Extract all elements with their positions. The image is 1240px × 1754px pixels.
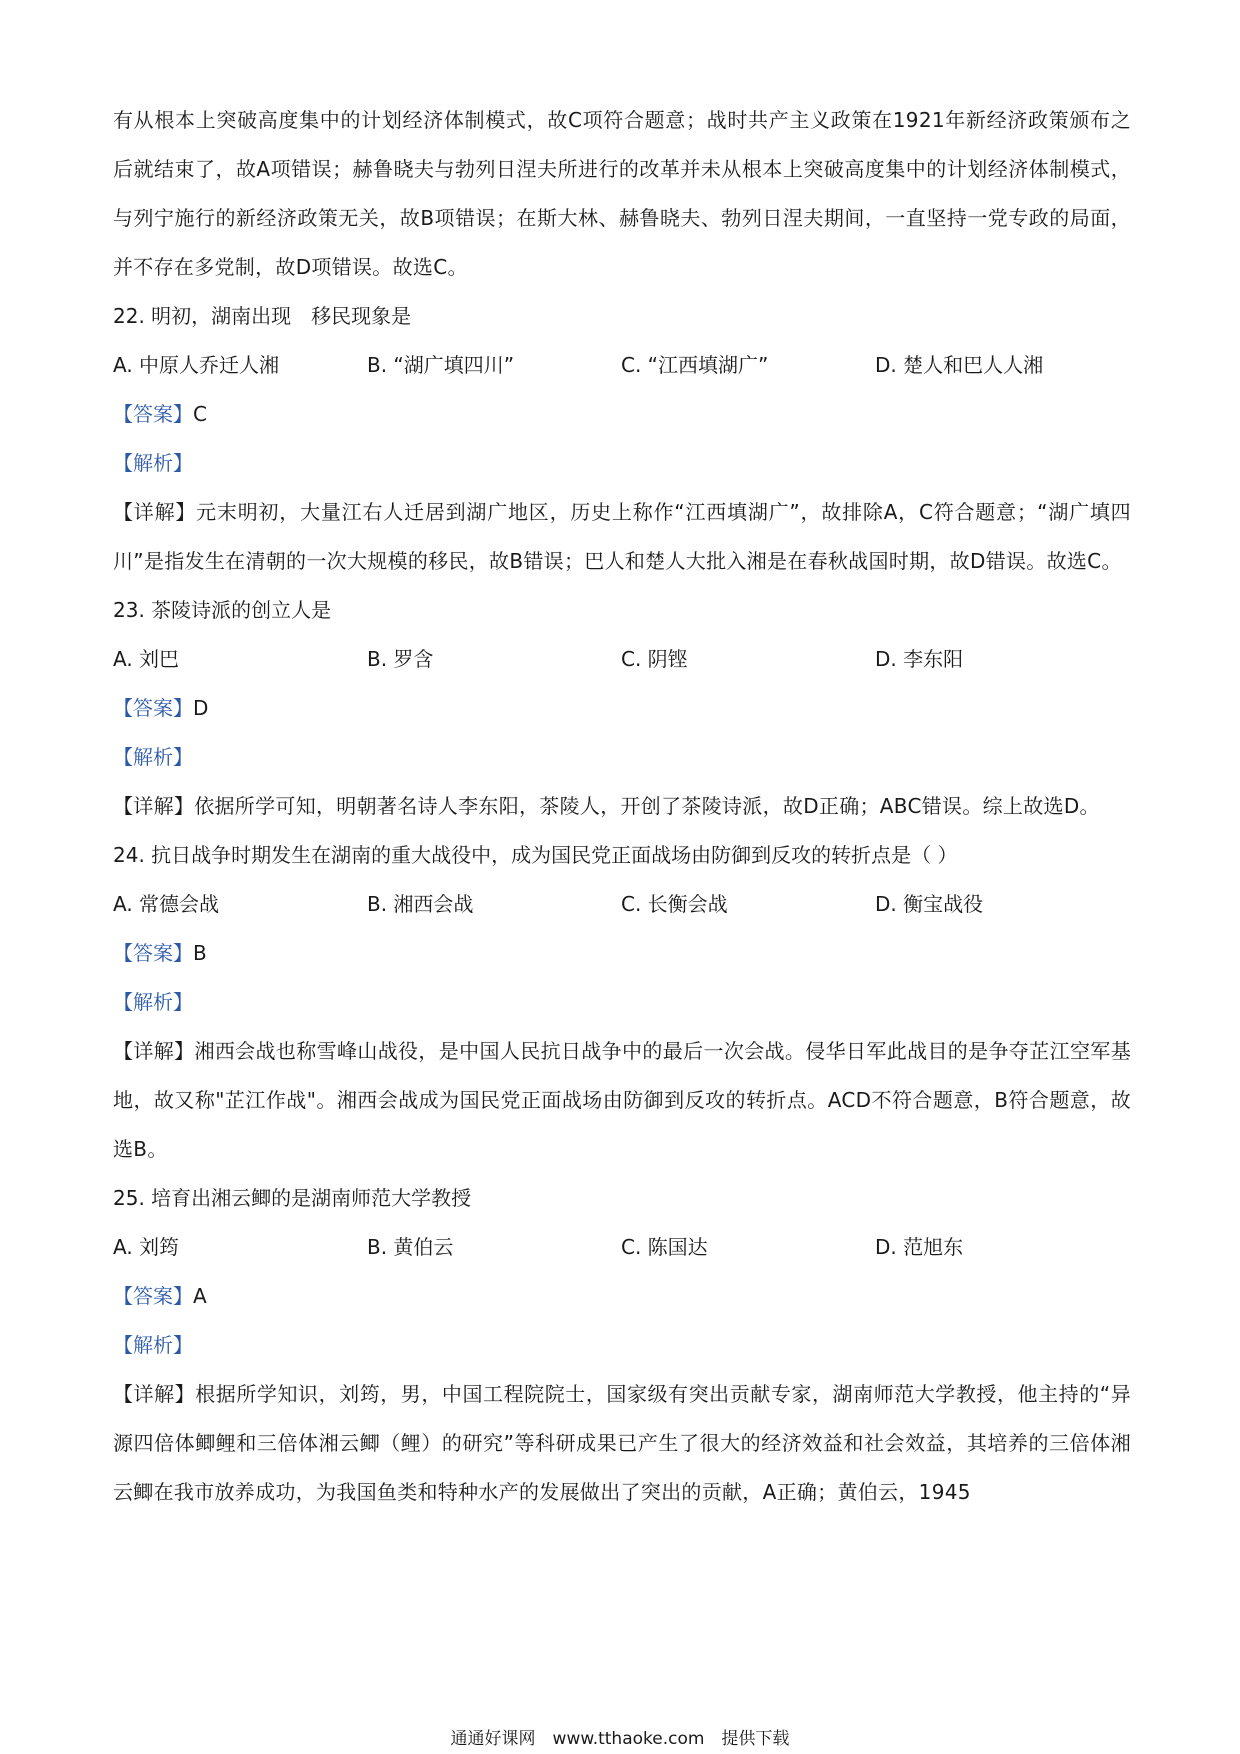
answer-value: D [193, 696, 209, 720]
option-a: A. 常德会战 [113, 892, 220, 916]
options-row [113, 1223, 1131, 1272]
options-row [113, 341, 1131, 390]
detail-label: 【详解】 [113, 794, 195, 818]
option-b: B. “湖广填四川” [367, 353, 515, 377]
option-d: D. 衡宝战役 [875, 892, 984, 916]
answer-line [113, 684, 1131, 733]
option-c: C. 阴铿 [621, 647, 688, 671]
detail-label: 【详解】 [113, 1039, 195, 1063]
page-footer: 通通好课网 www.tthaoke.com 提供下载 [450, 1729, 790, 1749]
question-stem: 22. 明初，湖南出现 移民现象是 [113, 304, 412, 328]
detail-text: 湘西会战也称雪峰山战役，是中国人民抗日战争中的最后一次会战。侵华日军此战目的是争夺芷江空军基地，故又称"芷江作战"。湘西会战成为国民党正面战场由防御到反攻的转折点。ACD不符合题意，B符合题意，故选B。 [113, 1039, 1131, 1161]
analysis-line [113, 1321, 1131, 1370]
analysis-line [113, 978, 1131, 1027]
detail-paragraph [113, 488, 1131, 586]
answer-label: 【答案】 [113, 696, 193, 720]
analysis-label: 【解析】 [113, 990, 193, 1014]
option-b: B. 湘西会战 [367, 892, 474, 916]
answer-label: 【答案】 [113, 402, 193, 426]
option-a: A. 刘巴 [113, 647, 180, 671]
option-d: D. 范旭东 [875, 1235, 964, 1259]
option-a: A. 中原人乔迁人湘 [113, 353, 280, 377]
detail-paragraph [113, 782, 1131, 831]
analysis-line [113, 439, 1131, 488]
detail-paragraph [113, 1370, 1131, 1517]
option-c: C. “江西填湖广” [621, 353, 769, 377]
answer-label: 【答案】 [113, 941, 193, 965]
option-c: C. 陈国达 [621, 1235, 708, 1259]
option-a: A. 刘筠 [113, 1235, 180, 1259]
answer-label: 【答案】 [113, 1284, 193, 1308]
question-stem: 24. 抗日战争时期发生在湖南的重大战役中，成为国民党正面战场由防御到反攻的转折点是（ ） [113, 843, 958, 867]
analysis-label: 【解析】 [113, 745, 193, 769]
question-stem: 25. 培育出湘云鲫的是湖南师范大学教授 [113, 1186, 472, 1210]
answer-line [113, 929, 1131, 978]
answer-value: A [193, 1284, 207, 1308]
intro-paragraph: 有从根本上突破高度集中的计划经济体制模式，故C项符合题意；战时共产主义政策在1921年新经济政策颁布之后就结束了，故A项错误；赫鲁晓夫与勃列日涅夫所进行的改革并未从根本上突破高度集中的计划经济体制模式，与列宁施行的新经济政策无关，故B项错误；在斯大林、赫鲁晓夫、勃列日涅夫期间，一直坚持一党专政的局面，并不存在多党制，故D项错误。故选C。 [113, 108, 1131, 279]
options-row [113, 880, 1131, 929]
detail-text: 根据所学知识，刘筠，男，中国工程院院士，国家级有突出贡献专家，湖南师范大学教授，他主持的“异源四倍体鲫鲤和三倍体湘云鲫（鲤）的研究”等科研成果已产生了很大的经济效益和社会效益，其培养的三倍体湘云鲫在我市放养成功，为我国鱼类和特种水产的发展做出了突出的贡献，A正确；黄伯云，1945 [113, 1382, 1131, 1504]
detail-text: 依据所学可知，明朝著名诗人李东阳，茶陵人，开创了茶陵诗派，故D正确；ABC错误。综上故选D。 [194, 794, 1100, 818]
analysis-line [113, 733, 1131, 782]
option-c: C. 长衡会战 [621, 892, 728, 916]
answer-value: C [193, 402, 207, 426]
document-body [113, 96, 1131, 1517]
question-22 [113, 292, 1131, 586]
question-25 [113, 1174, 1131, 1517]
option-b: B. 黄伯云 [367, 1235, 454, 1259]
question-24 [113, 831, 1131, 1174]
option-d: D. 李东阳 [875, 647, 964, 671]
question-stem: 23. 茶陵诗派的创立人是 [113, 598, 332, 622]
analysis-label: 【解析】 [113, 451, 193, 475]
detail-label: 【详解】 [113, 500, 197, 524]
option-b: B. 罗含 [367, 647, 434, 671]
answer-line [113, 390, 1131, 439]
options-row [113, 635, 1131, 684]
option-d: D. 楚人和巴人人湘 [875, 353, 1044, 377]
detail-paragraph [113, 1027, 1131, 1174]
answer-line [113, 1272, 1131, 1321]
detail-text: 元末明初，大量江右人迁居到湖广地区，历史上称作“江西填湖广”，故排除A，C符合题意；“湖广填四川”是指发生在清朝的一次大规模的移民，故B错误；巴人和楚人大批入湘是在春秋战国时期，故D错误。故选C。 [113, 500, 1131, 573]
answer-value: B [193, 941, 207, 965]
detail-label: 【详解】 [113, 1382, 196, 1406]
analysis-label: 【解析】 [113, 1333, 193, 1357]
question-23 [113, 586, 1131, 831]
